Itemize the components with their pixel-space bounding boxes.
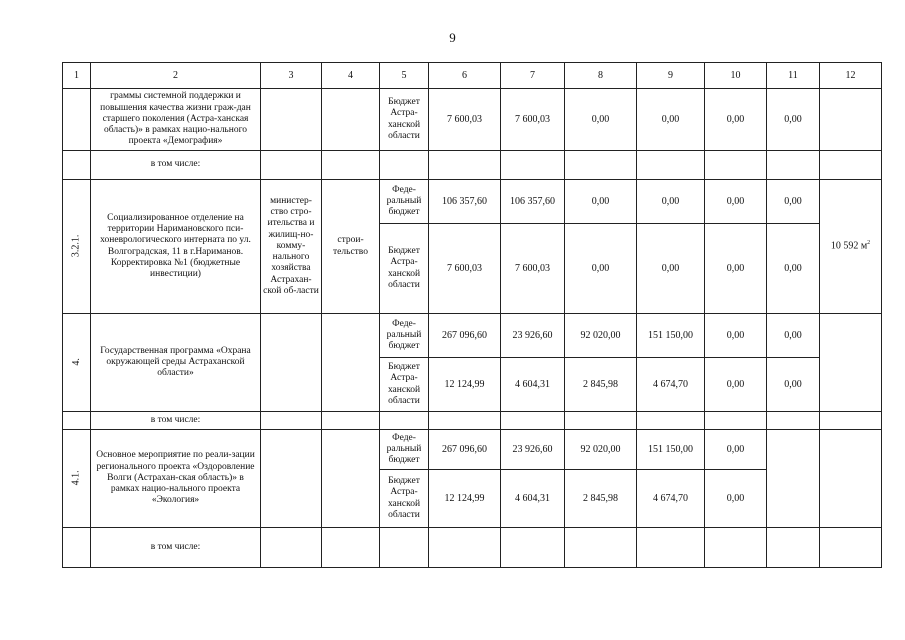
value-cell: 0,00 [565, 180, 637, 224]
description-cell: Государственная программа «Охрана окружающей среды Астраханской области» [91, 314, 261, 412]
header-cell: 7 [501, 63, 565, 89]
header-cell: 4 [322, 63, 380, 89]
row-number-cell [63, 151, 91, 180]
row-number-cell [63, 430, 91, 528]
row-number: 4. [70, 358, 82, 367]
table-row [63, 180, 882, 224]
value-cell: 7 600,03 [429, 224, 501, 314]
empty-cell [380, 412, 429, 430]
empty-cell [637, 412, 705, 430]
kind-cell [322, 430, 380, 528]
row-number-cell [63, 412, 91, 430]
empty-cell [820, 528, 882, 568]
empty-cell [820, 151, 882, 180]
empty-cell [705, 151, 767, 180]
empty-cell [705, 412, 767, 430]
header-cell: 9 [637, 63, 705, 89]
empty-cell [322, 528, 380, 568]
empty-cell [820, 412, 882, 430]
empty-cell [261, 151, 322, 180]
value-cell: 0,00 [767, 314, 820, 358]
description-cell: в том числе: [91, 528, 261, 568]
header-cell: 2 [91, 63, 261, 89]
value-cell: 92 020,00 [565, 314, 637, 358]
value-cell: 0,00 [705, 470, 767, 528]
empty-cell [501, 528, 565, 568]
kind-cell [322, 314, 380, 412]
value-cell: 7 600,03 [429, 89, 501, 151]
value-cell: 0,00 [767, 180, 820, 224]
empty-cell [322, 151, 380, 180]
empty-cell [380, 151, 429, 180]
executor-cell [261, 314, 322, 412]
empty-cell [501, 151, 565, 180]
budget-table [62, 62, 882, 568]
capacity-cell [820, 430, 882, 528]
value-cell: 0,00 [705, 224, 767, 314]
capacity-value: 10 592 м [830, 240, 868, 252]
table-row [63, 89, 882, 151]
empty-cell [322, 412, 380, 430]
value-cell: 23 926,60 [501, 430, 565, 470]
description-cell: в том числе: [91, 151, 261, 180]
table-row [63, 430, 882, 470]
empty-cell [429, 412, 501, 430]
capacity-cell [820, 180, 882, 314]
value-cell: 4 674,70 [637, 470, 705, 528]
value-cell: 267 096,60 [429, 314, 501, 358]
value-cell: 151 150,00 [637, 430, 705, 470]
empty-cell [380, 528, 429, 568]
header-cell: 12 [820, 63, 882, 89]
value-cell: 0,00 [705, 358, 767, 412]
value-cell: 4 604,31 [501, 358, 565, 412]
capacity-cell [820, 89, 882, 151]
empty-cell [565, 151, 637, 180]
kind-cell [322, 89, 380, 151]
empty-cell [261, 528, 322, 568]
value-cell: 12 124,99 [429, 358, 501, 412]
funding-source-cell: Феде-ральный бюджет [380, 180, 429, 224]
empty-cell [767, 528, 820, 568]
row-number-cell [63, 528, 91, 568]
capacity-unit-power: 2 [867, 240, 871, 247]
funding-source-cell: Бюджет Астра-ханской области [380, 224, 429, 314]
value-cell: 106 357,60 [501, 180, 565, 224]
value-cell: 92 020,00 [565, 430, 637, 470]
value-cell: 151 150,00 [637, 314, 705, 358]
funding-source-cell: Феде-ральный бюджет [380, 314, 429, 358]
executor-cell [261, 89, 322, 151]
value-cell: 2 845,98 [565, 358, 637, 412]
empty-cell [705, 528, 767, 568]
value-cell: 2 845,98 [565, 470, 637, 528]
description-cell: в том числе: [91, 412, 261, 430]
value-cell: 23 926,60 [501, 314, 565, 358]
value-cell: 0,00 [637, 224, 705, 314]
value-cell: 0,00 [705, 89, 767, 151]
value-cell: 0,00 [767, 89, 820, 151]
funding-source-cell: Феде-ральный бюджет [380, 430, 429, 470]
header-cell: 5 [380, 63, 429, 89]
value-cell: 0,00 [637, 89, 705, 151]
funding-source-cell: Бюджет Астра-ханской области [380, 358, 429, 412]
empty-cell [637, 151, 705, 180]
executor-cell: министер-ство стро-ительства и жилищ-но-комму-нального хозяйства Астрахан-ской об-ласти [261, 180, 322, 314]
funding-source-cell: Бюджет Астра-ханской области [380, 470, 429, 528]
executor-cell [261, 430, 322, 528]
table-row [63, 314, 882, 358]
description-cell: Социализированное отделение на территории Наримановского пси-хоневрологического интерната по ул. Волгоградская, 11 в г.Нариманов. Корректировка №1 (бюджетные инвестиции) [91, 180, 261, 314]
value-cell: 4 674,70 [637, 358, 705, 412]
funding-source-cell: Бюджет Астра-ханской области [380, 89, 429, 151]
value-cell: 0,00 [565, 89, 637, 151]
header-cell: 3 [261, 63, 322, 89]
value-cell: 0,00 [705, 314, 767, 358]
row-number-cell [63, 180, 91, 314]
header-cell: 6 [429, 63, 501, 89]
row-number: 4.1. [70, 470, 82, 486]
value-cell: 0,00 [767, 358, 820, 412]
empty-cell [565, 528, 637, 568]
value-cell: 0,00 [767, 224, 820, 314]
table-row [63, 151, 882, 180]
empty-cell [767, 412, 820, 430]
page-number: 9 [449, 30, 456, 45]
description-cell: Основное мероприятие по реали-зации регионального проекта «Оздоровление Волги (Астрахан-ская область)» в рамках нацио-нального проекта «Экология» [91, 430, 261, 528]
header-cell: 8 [565, 63, 637, 89]
row-number: 3.2.1. [70, 235, 82, 258]
empty-cell [261, 412, 322, 430]
value-cell: 267 096,60 [429, 430, 501, 470]
table-row [63, 412, 882, 430]
empty-cell [429, 528, 501, 568]
value-cell: 7 600,03 [501, 89, 565, 151]
value-cell: 7 600,03 [501, 224, 565, 314]
row-number-cell [63, 314, 91, 412]
table-row [63, 528, 882, 568]
value-cell: 0,00 [705, 180, 767, 224]
value-cell: 0,00 [565, 224, 637, 314]
value-cell: 4 604,31 [501, 470, 565, 528]
empty-cell [565, 412, 637, 430]
header-row [63, 63, 882, 89]
kind-cell: строи-тельство [322, 180, 380, 314]
row-number-cell [63, 89, 91, 151]
value-cell: 0,00 [637, 180, 705, 224]
empty-cell [767, 430, 820, 528]
capacity-cell [820, 314, 882, 412]
header-cell: 1 [63, 63, 91, 89]
value-cell: 12 124,99 [429, 470, 501, 528]
empty-cell [501, 412, 565, 430]
value-cell: 106 357,60 [429, 180, 501, 224]
empty-cell [429, 151, 501, 180]
header-cell: 11 [767, 63, 820, 89]
empty-cell [637, 528, 705, 568]
description-cell: граммы системной поддержки и повышения качества жизни граж-дан старшего поколения (Астра-ханская область)» в рамках нацио-нального проекта «Демография» [91, 89, 261, 151]
header-cell: 10 [705, 63, 767, 89]
empty-cell [767, 151, 820, 180]
value-cell: 0,00 [705, 430, 767, 470]
